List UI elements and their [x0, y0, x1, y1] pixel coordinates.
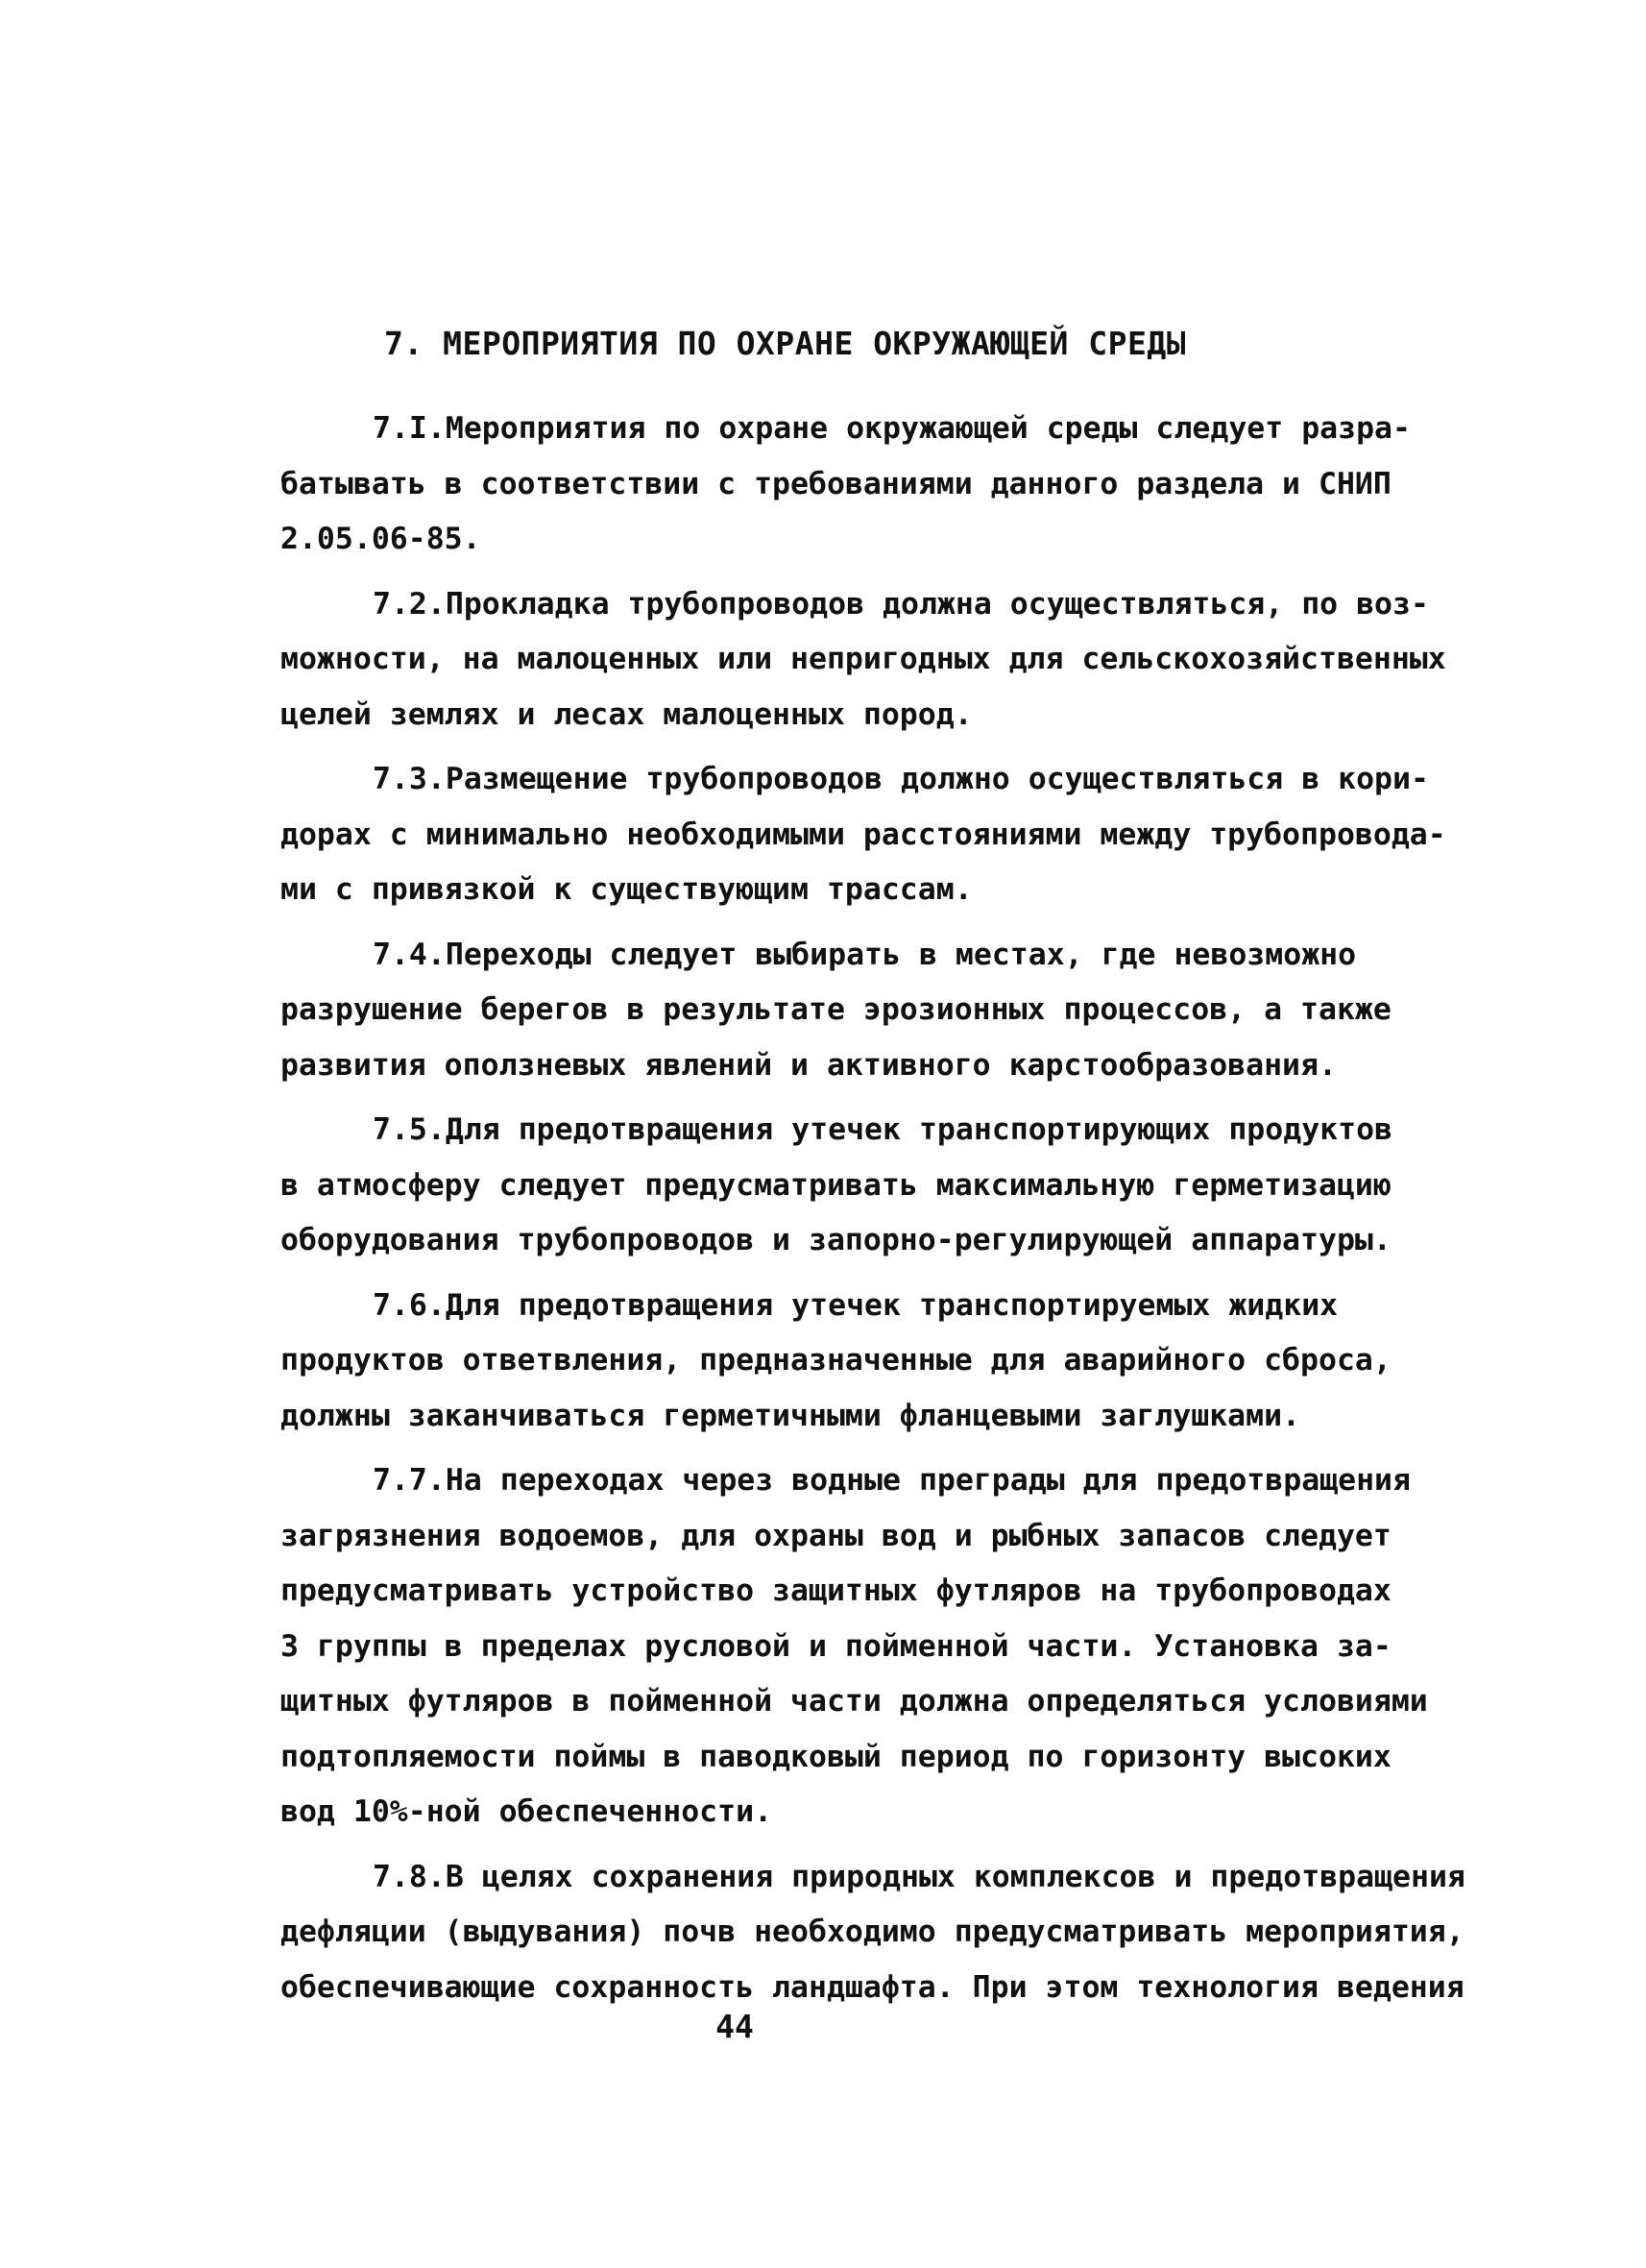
paragraph-7-6	[280, 1279, 1438, 1445]
text-line: 2.05.06-85.	[280, 522, 481, 556]
text-line: обеспечивающие сохранность ландшафта. При этом технология ведения	[280, 1969, 1464, 2005]
text-line: в атмосферу следует предусматривать максимальную герметизацию	[280, 1167, 1392, 1203]
text-line: оборудования трубопроводов и запорно-регулирующей аппаратуры.	[280, 1223, 1392, 1257]
text-line: предусматривать устройство защитных футляров на трубопроводах	[280, 1573, 1392, 1608]
text-line: целей землях и лесах малоценных пород.	[280, 696, 973, 732]
text-line: батывать в соответствии с требованиями данного раздела и СНИП	[280, 466, 1392, 501]
text-line: 3 группы в пределах русловой и пойменной части. Установка за-	[280, 1628, 1392, 1664]
text-line: дорах с минимально необходимыми расстояниями между трубопровода-	[280, 817, 1446, 852]
text-line: ми с привязкой к существующим трассам.	[280, 872, 973, 907]
paragraph-7-8	[280, 1850, 1465, 2016]
paragraph-7-4	[280, 928, 1438, 1094]
text-line: разрушение берегов в результате эрозионных процессов, а также	[280, 992, 1392, 1027]
text-line: 7.3.Размещение трубопроводов должно осуществляться в кори-	[373, 762, 1429, 796]
section-body	[280, 402, 1465, 2025]
paragraph-7-5	[280, 1103, 1438, 1269]
text-line: 7.8.В целях сохранения природных комплексов и предотвращения	[373, 1859, 1465, 1894]
text-line: 7.I.Мероприятия по охране окружающей среды следует разра-	[373, 411, 1411, 446]
text-line: загрязнения водоемов, для охраны вод и рыбных запасов следует	[280, 1518, 1392, 1553]
text-line: подтопляемости поймы в паводковый период по горизонту высоких	[280, 1739, 1392, 1774]
text-line: вод 10%-ной обеспеченности.	[280, 1794, 773, 1829]
page-number: 44	[715, 2008, 754, 2045]
text-line: развития оползневых явлений и активного карстообразования.	[280, 1047, 1337, 1083]
text-line: 7.4.Переходы следует выбирать в местах, где невозможно	[373, 937, 1357, 972]
paragraph-7-7	[280, 1453, 1438, 1841]
text-line: щитных футляров в пойменной части должна определяться условиями	[280, 1684, 1428, 1719]
text-line: 7.5.Для предотвращения утечек транспортирующих продуктов	[373, 1112, 1393, 1147]
text-line: дефляции (выдувания) почв необходимо предусматривать мероприятия,	[280, 1914, 1464, 1949]
text-line: можности, на малоценных или непригодных для сельскохозяйственных	[280, 642, 1446, 676]
paragraph-7-3	[280, 752, 1446, 918]
text-line: 7.6.Для предотвращения утечек транспортируемых жидких	[373, 1287, 1339, 1323]
text-line: должны заканчиваться герметичными фланцевыми заглушками.	[280, 1398, 1301, 1433]
text-line: продуктов ответвления, предназначенные для аварийного сброса,	[280, 1343, 1392, 1378]
text-line: 7.7.На переходах через водные преграды для предотвращения	[373, 1463, 1411, 1498]
section-heading: 7. МЕРОПРИЯТИЯ ПО ОХРАНЕ ОКРУЖАЮЩЕЙ СРЕДЫ	[384, 325, 1187, 362]
text-line: 7.2.Прокладка трубопроводов должна осуществляться, по воз-	[373, 586, 1429, 622]
paragraph-7-2	[280, 577, 1446, 744]
paragraph-7-1	[280, 402, 1438, 568]
